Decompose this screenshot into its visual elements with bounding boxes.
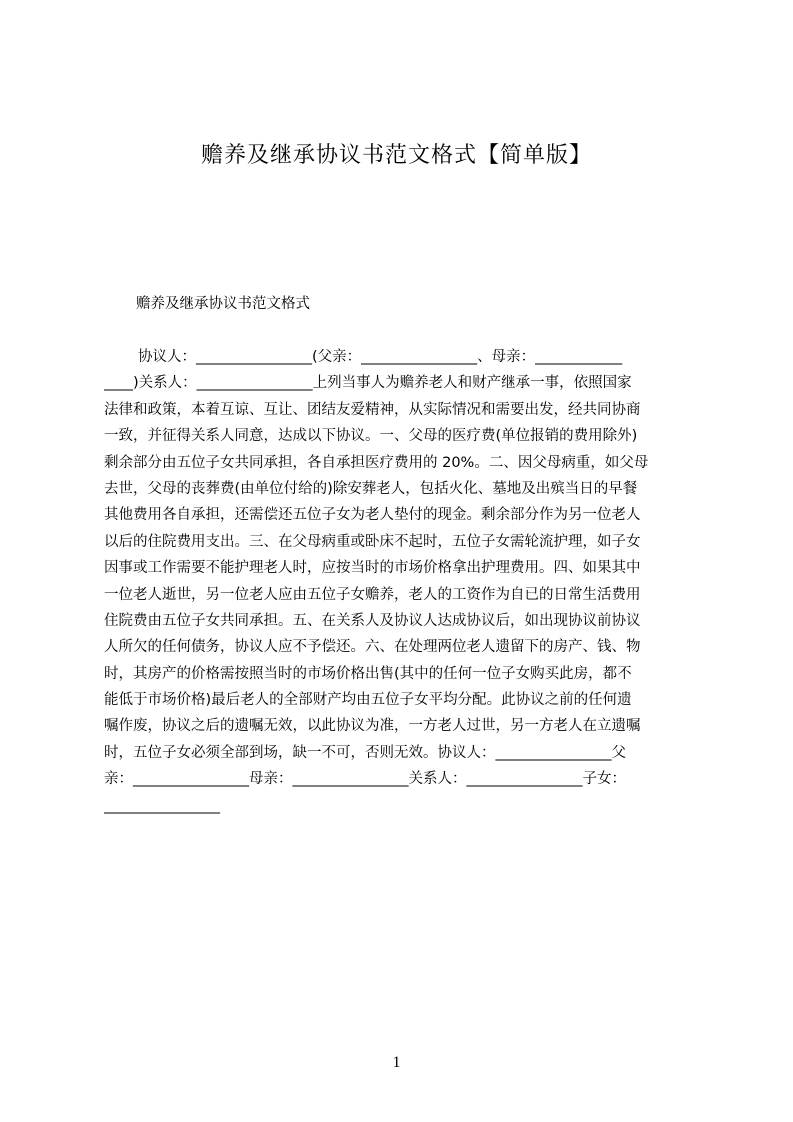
document-subtitle: 赡养及继承协议书范文格式 — [136, 296, 310, 312]
body-line: 时，五位子女必须全部到场，缺一不可，否则无效。协议人：________________父 — [104, 744, 626, 761]
body-line: 因事或工作需要不能护理老人时，应按当时的市场价格拿出护理费用。四、如果其中 — [104, 560, 641, 577]
body-line: 一位老人逝世，另一位老人应由五位子女赡养，老人的工资作为自已的日常生活费用 — [104, 586, 641, 603]
body-line: 其他费用各自承担，还需偿还五位子女为老人垫付的现金。剩余部分作为另一位老人 — [104, 507, 641, 524]
body-line: 能低于市场价格)最后老人的全部财产均由五位子女平均分配。此协议之前的任何遗 — [104, 692, 632, 709]
body-line: ____)关系人：________________上列当事人为赡养老人和财产继承一事，依照国家 — [104, 375, 632, 392]
body-line: 嘱作废，协议之后的遗嘱无效，以此协议为准，一方老人过世，另一方老人在立遗嘱 — [104, 718, 641, 735]
body-line: 去世，父母的丧葬费(由单位付给的)除安葬老人，包括火化、墓地及出殡当日的早餐 — [104, 480, 638, 497]
body-line: 法律和政策，本着互谅、互让、团结友爱精神，从实际情况和需要出发，经共同协商 — [104, 401, 641, 418]
body-line: 时，其房产的价格需按照当时的市场价格出售(其中的任何一位子女购买此房，都不 — [104, 665, 632, 682]
body-line: 亲：________________母亲：________________关系人：________________子女： — [104, 771, 626, 788]
body-line: 剩余部分由五位子女共同承担，各自承担医疗费用的 20%。二、因父母病重，如父母 — [104, 454, 649, 471]
body-line: 人所欠的任何债务，协议人应不予偿还。六、在处理两位老人遗留下的房产、钱、物 — [104, 639, 641, 656]
body-line: ________________ — [104, 797, 220, 814]
page-number: 1 — [392, 1054, 401, 1071]
body-line: 住院费由五位子女共同承担。五、在关系人及协议人达成协议后，如出现协议前协议 — [104, 612, 641, 629]
body-line: 以后的住院费用支出。三、在父母病重或卧床不起时，五位子女需轮流护理，如子女 — [104, 533, 641, 550]
body-line: 协议人：________________(父亲：________________、母亲：____________ — [138, 349, 623, 365]
document-title: 赡养及继承协议书范文格式【简单版】 — [200, 143, 592, 168]
body-line: 一致，并征得关系人同意，达成以下协议。一、父母的医疗费(单位报销的费用除外) — [104, 428, 638, 445]
agreement-body — [104, 344, 704, 819]
